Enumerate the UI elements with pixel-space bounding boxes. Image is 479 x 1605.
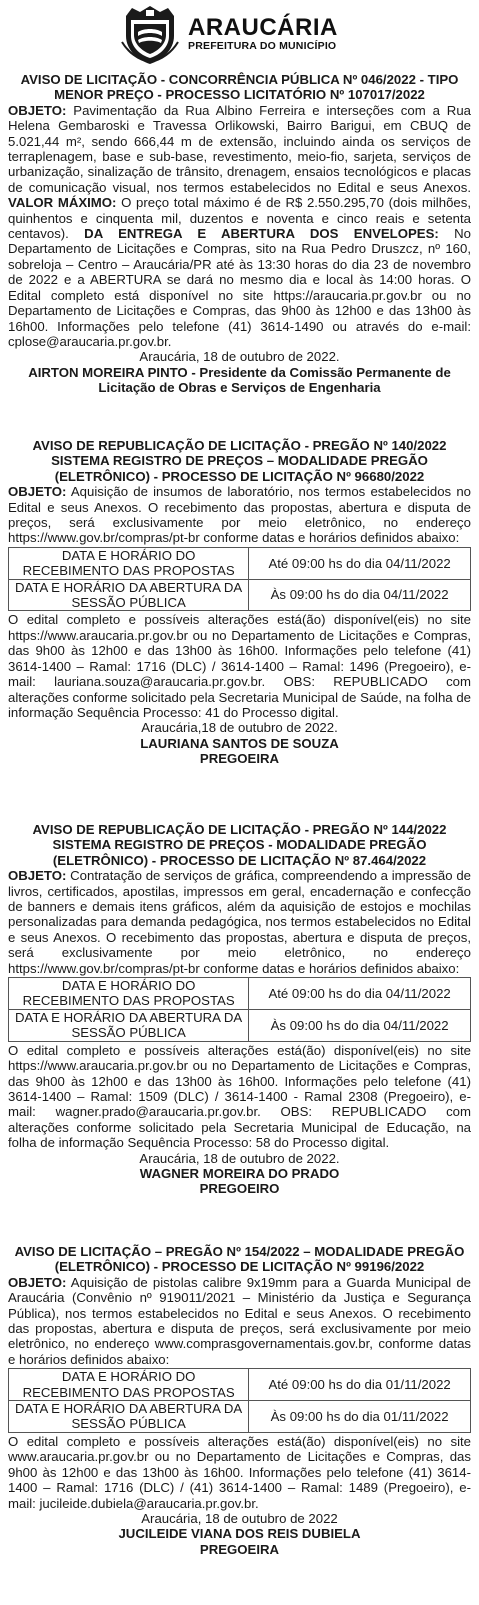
- schedule-table: [8, 1368, 471, 1433]
- notice-date: Araucária,18 de outubro de 2022.: [141, 720, 338, 736]
- valor-label: VALOR MÁXIMO:: [8, 195, 117, 211]
- signer-role: PREGOEIRA: [199, 751, 280, 767]
- schedule-value: Às 09:00 hs do dia 04/11/2022: [249, 1009, 471, 1041]
- notice-title: AVISO DE REPUBLICAÇÃO DE LICITAÇÃO - PREGÃO Nº 140/2022 SISTEMA REGISTRO DE PREÇOS – MODALIDADE PREGÃO (ELETRÔNICO) - PROCESSO DE LICITAÇÃO Nº 96680/2022: [32, 438, 447, 484]
- notice-title: AVISO DE LICITAÇÃO – PREGÃO Nº 154/2022 – MODALIDADE PREGÃO (ELETRÔNICO) - PROCESSO DE LICITAÇÃO Nº 99196/2022: [14, 1244, 465, 1275]
- schedule-label: DATA E HORÁRIO DA ABERTURA DA SESSÃO PÚBLICA: [9, 579, 249, 611]
- notice-pregao-140: [8, 438, 471, 767]
- objeto-label: OBJETO:: [8, 102, 67, 118]
- notice-body: [8, 103, 471, 350]
- notice-body: [8, 484, 471, 546]
- notice-concorrencia-046: [8, 72, 471, 396]
- notice-after-text: O edital completo e possíveis alterações está(ão) disponível(eis) no site www.araucaria.pr.gov.br ou no Departamento de Licitações e Compras, das 9h00 às 12h00 e das 13h00 às 16h00. Informações pelo telefone (41) 3614-1400 – Ramal: 1716 (DLC) / (41) 3614-1400 – Ramal: 1489 (Pregoeiro), e-mail: jucileide.dubiela@araucaria.pr.gov.br.: [8, 1433, 471, 1511]
- entrega-text: No Departamento de Licitações e Compras, sito na Rua Pedro Druszcz, nº 160, sobreloja – Centro – Araucária/PR até às 13:30 horas do dia 23 de novembro de 2022 e a ABERTURA se dará no mesmo dia e local às 14:00 horas. O Edital completo está disponível no site https://araucaria.pr.gov.br ou no Departamento de Licitações e Compras, das 9h00 às 12h00 e das 13h00 às 16h00. Informações pelo telefone (41) 3614-1490 ou através do e-mail: cplose@araucaria.pr.gov.br.: [8, 226, 471, 349]
- table-row: [9, 978, 471, 1010]
- notice-signer: AIRTON MOREIRA PINTO - Presidente da Comissão Permanente de Licitação de Obras e Serviços de Engenharia: [28, 364, 451, 396]
- schedule-value: Às 09:00 hs do dia 04/11/2022: [249, 579, 471, 611]
- entrega-label: DA ENTREGA E ABERTURA DOS ENVELOPES:: [84, 226, 439, 242]
- objeto-label: OBJETO:: [8, 1274, 67, 1290]
- notice-after-text: O edital completo e possíveis alterações está(ão) disponível(eis) no site https://www.araucaria.pr.gov.br ou no Departamento de Licitações e Compras, das 9h00 às 12h00 e das 13h00 às 16h00. Informações pelo telefone (41) 3614-1400 – Ramal: 1509 (DLC) / 3614-1400 - Ramal 2308 (Pregoeiro), e-mail: wagner.prado@araucaria.pr.gov.br. OBS: REPUBLICADO com alterações conforme solicitado pela Secretaria Municipal de Educação, na folha de informação Sequência Processo: 58 do Processo digital.: [8, 1042, 471, 1151]
- schedule-value: Até 09:00 hs do dia 04/11/2022: [249, 978, 471, 1010]
- table-row: [9, 547, 471, 579]
- signer-role: PREGOEIRO: [199, 1181, 280, 1197]
- objeto-text: Contratação de serviços de gráfica, compreendendo a impressão de livros, certificados, apostilas, impressos em geral, encadernação e confecção de banners e demais itens gráficos, além da aquisição de estojos e mochilas personalizadas para demanda pedagógica, nos termos estabelecidos no Edital e seus Anexos. O recebimento das propostas, abertura e disputa de preços, será exclusivamente por meio eletrônico, no endereço https://www.gov.br/compras/pt-br conforme datas e horários definidos abaixo:: [8, 868, 471, 976]
- schedule-table: [8, 977, 471, 1042]
- brand-name: ARAUCÁRIA: [188, 14, 338, 41]
- signer-role: PREGOEIRA: [199, 1541, 280, 1557]
- schedule-value: Às 09:00 hs do dia 01/11/2022: [249, 1401, 471, 1433]
- table-row: [9, 1369, 471, 1401]
- signer-name: WAGNER MOREIRA DO PRADO: [139, 1165, 340, 1181]
- objeto-label: OBJETO:: [8, 868, 67, 884]
- notice-after-text: O edital completo e possíveis alterações está(ão) disponível(eis) no site https://www.araucaria.pr.gov.br ou no Departamento de Licitações e Compras, das 9h00 às 12h00 e das 13h00 às 16h00. Informações pelo telefone (41) 3614-1400 – Ramal: 1716 (DLC) / 3614-1400 – Ramal: 1496 (Pregoeiro), e-mail: lauriana.souza@araucaria.pr.gov.br. OBS: REPUBLICADO com alterações conforme solicitado pela Secretaria Municipal de Saúde, na folha de informação Sequência Processo: 41 do Processo digital.: [8, 612, 471, 720]
- notice-date: Araucária, 18 de outubro de 2022.: [139, 349, 340, 365]
- objeto-label: OBJETO:: [8, 484, 67, 500]
- municipal-crest-logo: [118, 2, 182, 66]
- schedule-label: DATA E HORÁRIO DO RECEBIMENTO DAS PROPOSTAS: [9, 978, 249, 1010]
- notice-body: [8, 1275, 471, 1367]
- schedule-label: DATA E HORÁRIO DO RECEBIMENTO DAS PROPOSTAS: [9, 547, 249, 579]
- objeto-text: Aquisição de pistolas calibre 9x19mm para a Guarda Municipal de Araucária (Convênio nº 919011/2021 – Ministério da Justiça e Segurança Pública), nos termos estabelecidos no Edital e seus Anexos. O recebimento das propostas, abertura e disputa de preços, será exclusivamente por meio eletrônico, no endereço www.comprasgovernamentais.gov.br, conforme datas e horários definidos abaixo:: [8, 1274, 471, 1367]
- notice-body: [8, 868, 471, 976]
- table-row: [9, 579, 471, 611]
- notice-pregao-144: [8, 822, 471, 1197]
- schedule-value: Até 09:00 hs do dia 01/11/2022: [249, 1369, 471, 1401]
- schedule-value: Até 09:00 hs do dia 04/11/2022: [249, 547, 471, 579]
- notice-title: AVISO DE REPUBLICAÇÃO DE LICITAÇÃO - PREGÃO Nº 144/2022 SISTEMA REGISTRO DE PREÇOS - MODALIDADE PREGÃO (ELETRÔNICO) - PROCESSO DE LICITAÇÃO Nº 87.464/2022: [32, 822, 447, 868]
- notice-pregao-154: [8, 1244, 471, 1557]
- table-row: [9, 1009, 471, 1041]
- table-row: [9, 1401, 471, 1433]
- objeto-text: Aquisição de insumos de laboratório, nos termos estabelecidos no Edital e seus Anexos. O recebimento das propostas, abertura e disputa de preços, será exclusivamente por meio eletrônico, no endereço https://www.gov.br/compras/pt-br conforme datas e horários definidos abaixo:: [8, 484, 471, 546]
- notice-date: Araucária, 18 de outubro de 2022: [141, 1510, 338, 1526]
- brand: [188, 16, 338, 52]
- header: [118, 2, 378, 66]
- schedule-table: [8, 547, 471, 612]
- notice-title: AVISO DE LICITAÇÃO - CONCORRÊNCIA PÚBLICA Nº 046/2022 - TIPO MENOR PREÇO - PROCESSO LICITATÓRIO Nº 107017/2022: [20, 72, 459, 103]
- schedule-label: DATA E HORÁRIO DO RECEBIMENTO DAS PROPOSTAS: [9, 1369, 249, 1401]
- signer-name: JUCILEIDE VIANA DOS REIS DUBIELA: [118, 1526, 361, 1542]
- signer-name: LAURIANA SANTOS DE SOUZA: [140, 735, 339, 751]
- schedule-label: DATA E HORÁRIO DA ABERTURA DA SESSÃO PÚBLICA: [9, 1401, 249, 1433]
- valor-text: O preço total máximo é de R$ 2.550.295,70 (dois milhões, quinhentos e cinquenta mil, duzentos e noventa e cinco reais e setenta centavos).: [8, 195, 471, 242]
- schedule-label: DATA E HORÁRIO DA ABERTURA DA SESSÃO PÚBLICA: [9, 1009, 249, 1041]
- objeto-text: Pavimentação da Rua Albino Ferreira e interseções com a Rua Helena Gembaroski e Travessa Orlikowski, Bairro Barigui, em CBUQ de 5.021,44 m², sendo 666,44 m de extensão, incluindo ainda os serviços de terraplenagem, base e sub-base, revestimento, meio-fio, sarjeta, serviços de urbanização, sinalização de trânsito, drenagem, ensaios tecnológicos e placas de comunicação visual, nos termos estabelecidos no Edital e seus Anexos.: [8, 102, 471, 195]
- notice-date: Araucária, 18 de outubro de 2022.: [139, 1150, 340, 1166]
- brand-subtitle: PREFEITURA DO MUNICÍPIO: [188, 40, 337, 52]
